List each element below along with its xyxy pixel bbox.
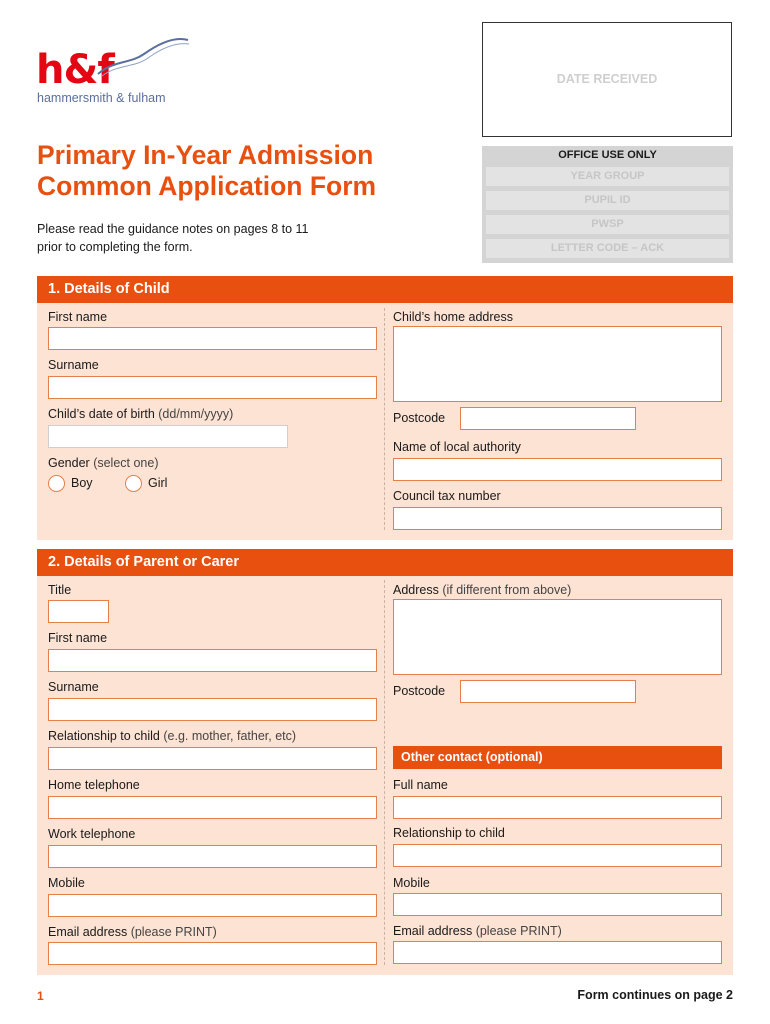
child-postcode-label: Postcode	[393, 411, 446, 425]
gender-label	[48, 456, 159, 470]
relationship-hint: (e.g. mother, father, etc)	[163, 729, 297, 743]
home-tel-field[interactable]	[48, 796, 377, 819]
parent-first-name-field[interactable]	[48, 649, 377, 672]
council-tax-label: Council tax number	[393, 489, 501, 503]
email-label-text: Email address	[48, 925, 128, 939]
dob-hint: (dd/mm/yyyy)	[158, 407, 234, 421]
office-row-pupil-id[interactable]: PUPIL ID	[486, 191, 729, 210]
other-relationship-field[interactable]	[393, 844, 722, 867]
dob-label-text: Child’s date of birth	[48, 407, 155, 421]
office-row-pwsp[interactable]: PWSP	[486, 215, 729, 234]
section-2-heading: 2. Details of Parent or Carer	[37, 549, 733, 576]
other-mobile-label: Mobile	[393, 876, 430, 890]
relationship-label-text: Relationship to child	[48, 729, 160, 743]
parent-title-field[interactable]	[48, 600, 109, 623]
other-email-hint: (please PRINT)	[475, 924, 562, 938]
council-tax-field[interactable]	[393, 507, 722, 530]
parent-mobile-label: Mobile	[48, 876, 85, 890]
work-tel-label: Work telephone	[48, 827, 136, 841]
other-email-label-text: Email address	[393, 924, 473, 938]
parent-surname-field[interactable]	[48, 698, 377, 721]
page-number: 1	[37, 989, 44, 1003]
gender-girl-label: Girl	[148, 476, 168, 490]
office-row-letter-code[interactable]: LETTER CODE – ACK	[486, 239, 729, 258]
parent-surname-label: Surname	[48, 680, 99, 694]
email-hint: (please PRINT)	[130, 925, 217, 939]
address-hint: (if different from above)	[442, 583, 572, 597]
office-use-title: OFFICE USE ONLY	[558, 149, 657, 161]
other-mobile-field[interactable]	[393, 893, 722, 916]
other-full-name-label: Full name	[393, 778, 448, 792]
form-continues-note: Form continues on page 2	[577, 988, 733, 1002]
parent-title-label: Title	[48, 583, 72, 597]
gender-label-text: Gender	[48, 456, 90, 470]
address-label-text: Address	[393, 583, 439, 597]
child-surname-field[interactable]	[48, 376, 377, 399]
parent-address-field[interactable]	[393, 599, 722, 675]
parent-address-label	[393, 583, 571, 597]
parent-postcode-field[interactable]	[460, 680, 636, 703]
office-row-year-group[interactable]: YEAR GROUP	[486, 167, 729, 186]
home-tel-label: Home telephone	[48, 778, 140, 792]
child-postcode-field[interactable]	[460, 407, 636, 430]
relationship-field[interactable]	[48, 747, 377, 770]
date-received-label: DATE RECEIVED	[556, 72, 658, 86]
home-address-field[interactable]	[393, 326, 722, 402]
gender-hint: (select one)	[93, 456, 159, 470]
other-email-label	[393, 924, 562, 938]
child-surname-label: Surname	[48, 358, 99, 372]
parent-first-name-label: First name	[48, 631, 108, 645]
divider	[384, 308, 385, 530]
logo-name: hammersmith & fulham	[37, 91, 166, 105]
section-1-heading: 1. Details of Child	[37, 276, 733, 303]
work-tel-field[interactable]	[48, 845, 377, 868]
other-relationship-label: Relationship to child	[393, 826, 505, 840]
parent-email-label	[48, 925, 217, 939]
relationship-label	[48, 729, 296, 743]
child-dob-field[interactable]	[48, 425, 288, 448]
child-dob-label	[48, 407, 233, 421]
other-email-field[interactable]	[393, 941, 722, 964]
gender-boy-label: Boy	[71, 476, 93, 490]
gender-girl-radio[interactable]	[125, 475, 142, 492]
other-full-name-field[interactable]	[393, 796, 722, 819]
local-authority-field[interactable]	[393, 458, 722, 481]
local-authority-label: Name of local authority	[393, 440, 521, 454]
logo-wave-icon	[96, 34, 191, 79]
parent-email-field[interactable]	[48, 942, 377, 965]
logo-mark: h&f	[36, 47, 114, 93]
divider	[384, 580, 385, 965]
page-title: Primary In-Year Admission Common Application Form	[37, 140, 377, 201]
gender-boy-radio[interactable]	[48, 475, 65, 492]
intro-text: Please read the guidance notes on pages 8 to 11 prior to completing the form.	[37, 222, 309, 254]
other-contact-heading: Other contact (optional)	[393, 746, 722, 769]
parent-mobile-field[interactable]	[48, 894, 377, 917]
parent-postcode-label: Postcode	[393, 684, 446, 698]
home-address-label: Child’s home address	[393, 310, 513, 324]
child-first-name-field[interactable]	[48, 327, 377, 350]
child-first-name-label: First name	[48, 310, 108, 324]
